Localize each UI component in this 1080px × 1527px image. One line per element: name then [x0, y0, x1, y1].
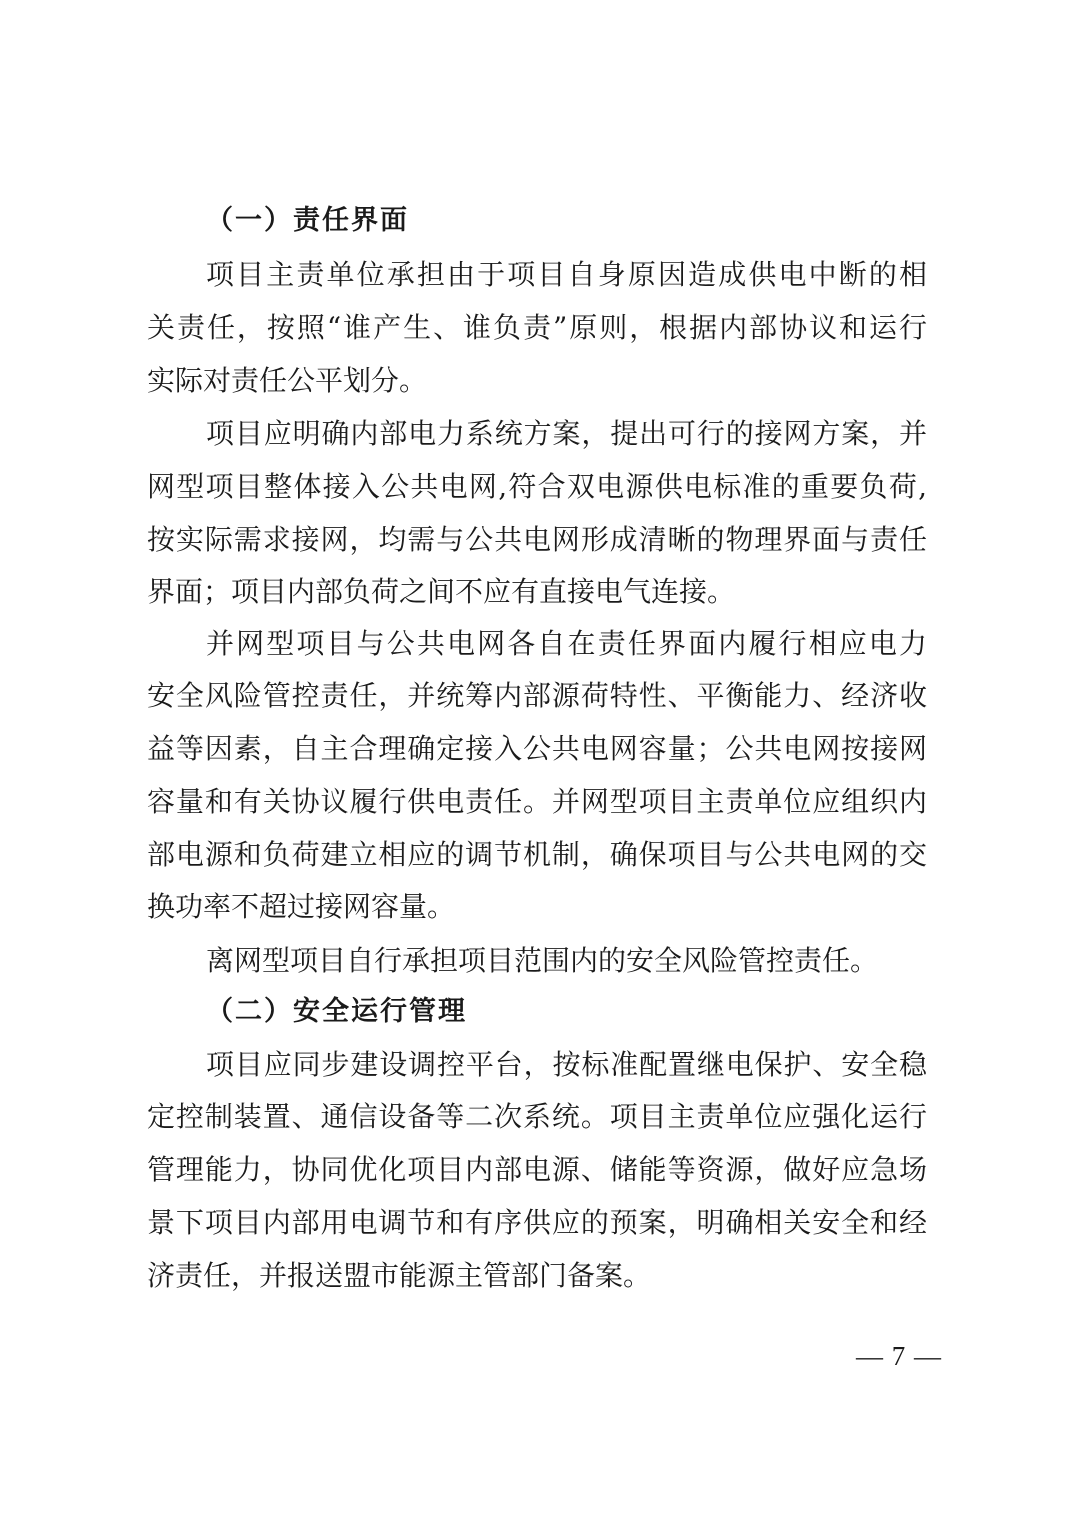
- paragraph-line: 定控制装置、通信设备等二次系统。项目主责单位应强化运行: [147, 1100, 927, 1133]
- paragraph-line: 关责任，按照“谁产生、谁负责”原则，根据内部协议和运行: [147, 311, 927, 344]
- paragraph-line: 界面；项目内部负荷之间不应有直接电气连接。: [147, 575, 736, 608]
- paragraph-line: 项目应同步建设调控平台，按标准配置继电保护、安全稳: [206, 1048, 927, 1081]
- paragraph-line: 济责任，并报送盟市能源主管部门备案。: [147, 1259, 652, 1292]
- paragraph-line: 项目主责单位承担由于项目自身原因造成供电中断的相: [206, 258, 927, 291]
- paragraph-line: 部电源和负荷建立相应的调节机制，确保项目与公共电网的交: [147, 838, 927, 871]
- paragraph-line: 景下项目内部用电调节和有序供应的预案，明确相关安全和经: [147, 1206, 927, 1239]
- paragraph-line: 网型项目整体接入公共电网,符合双电源供电标准的重要负荷,: [147, 470, 927, 503]
- paragraph-line: 管理能力，协同优化项目内部电源、储能等资源，做好应急场: [147, 1153, 927, 1186]
- paragraph-line: 容量和有关协议履行供电责任。并网型项目主责单位应组织内: [147, 785, 927, 818]
- page-number: — 7 —: [856, 1341, 942, 1371]
- paragraph-line: 并网型项目与公共电网各自在责任界面内履行相应电力: [206, 627, 927, 660]
- paragraph-line: 安全风险管控责任，并统筹内部源荷特性、平衡能力、经济收: [147, 679, 927, 712]
- section-heading-responsibility-interface: （一）责任界面: [206, 205, 409, 236]
- paragraph-line: 实际对责任公平划分。: [147, 364, 428, 397]
- section-heading-safe-operation-management: （二）安全运行管理: [206, 996, 467, 1027]
- paragraph-line: 按实际需求接网，均需与公共电网形成清晰的物理界面与责任: [147, 523, 927, 556]
- paragraph-line: 项目应明确内部电力系统方案，提出可行的接网方案，并: [206, 417, 927, 450]
- paragraph-line: 离网型项目自行承担项目范围内的安全风险管控责任。: [206, 944, 879, 977]
- paragraph-line: 换功率不超过接网容量。: [147, 890, 456, 923]
- paragraph-line: 益等因素，自主合理确定接入公共电网容量；公共电网按接网: [147, 732, 927, 765]
